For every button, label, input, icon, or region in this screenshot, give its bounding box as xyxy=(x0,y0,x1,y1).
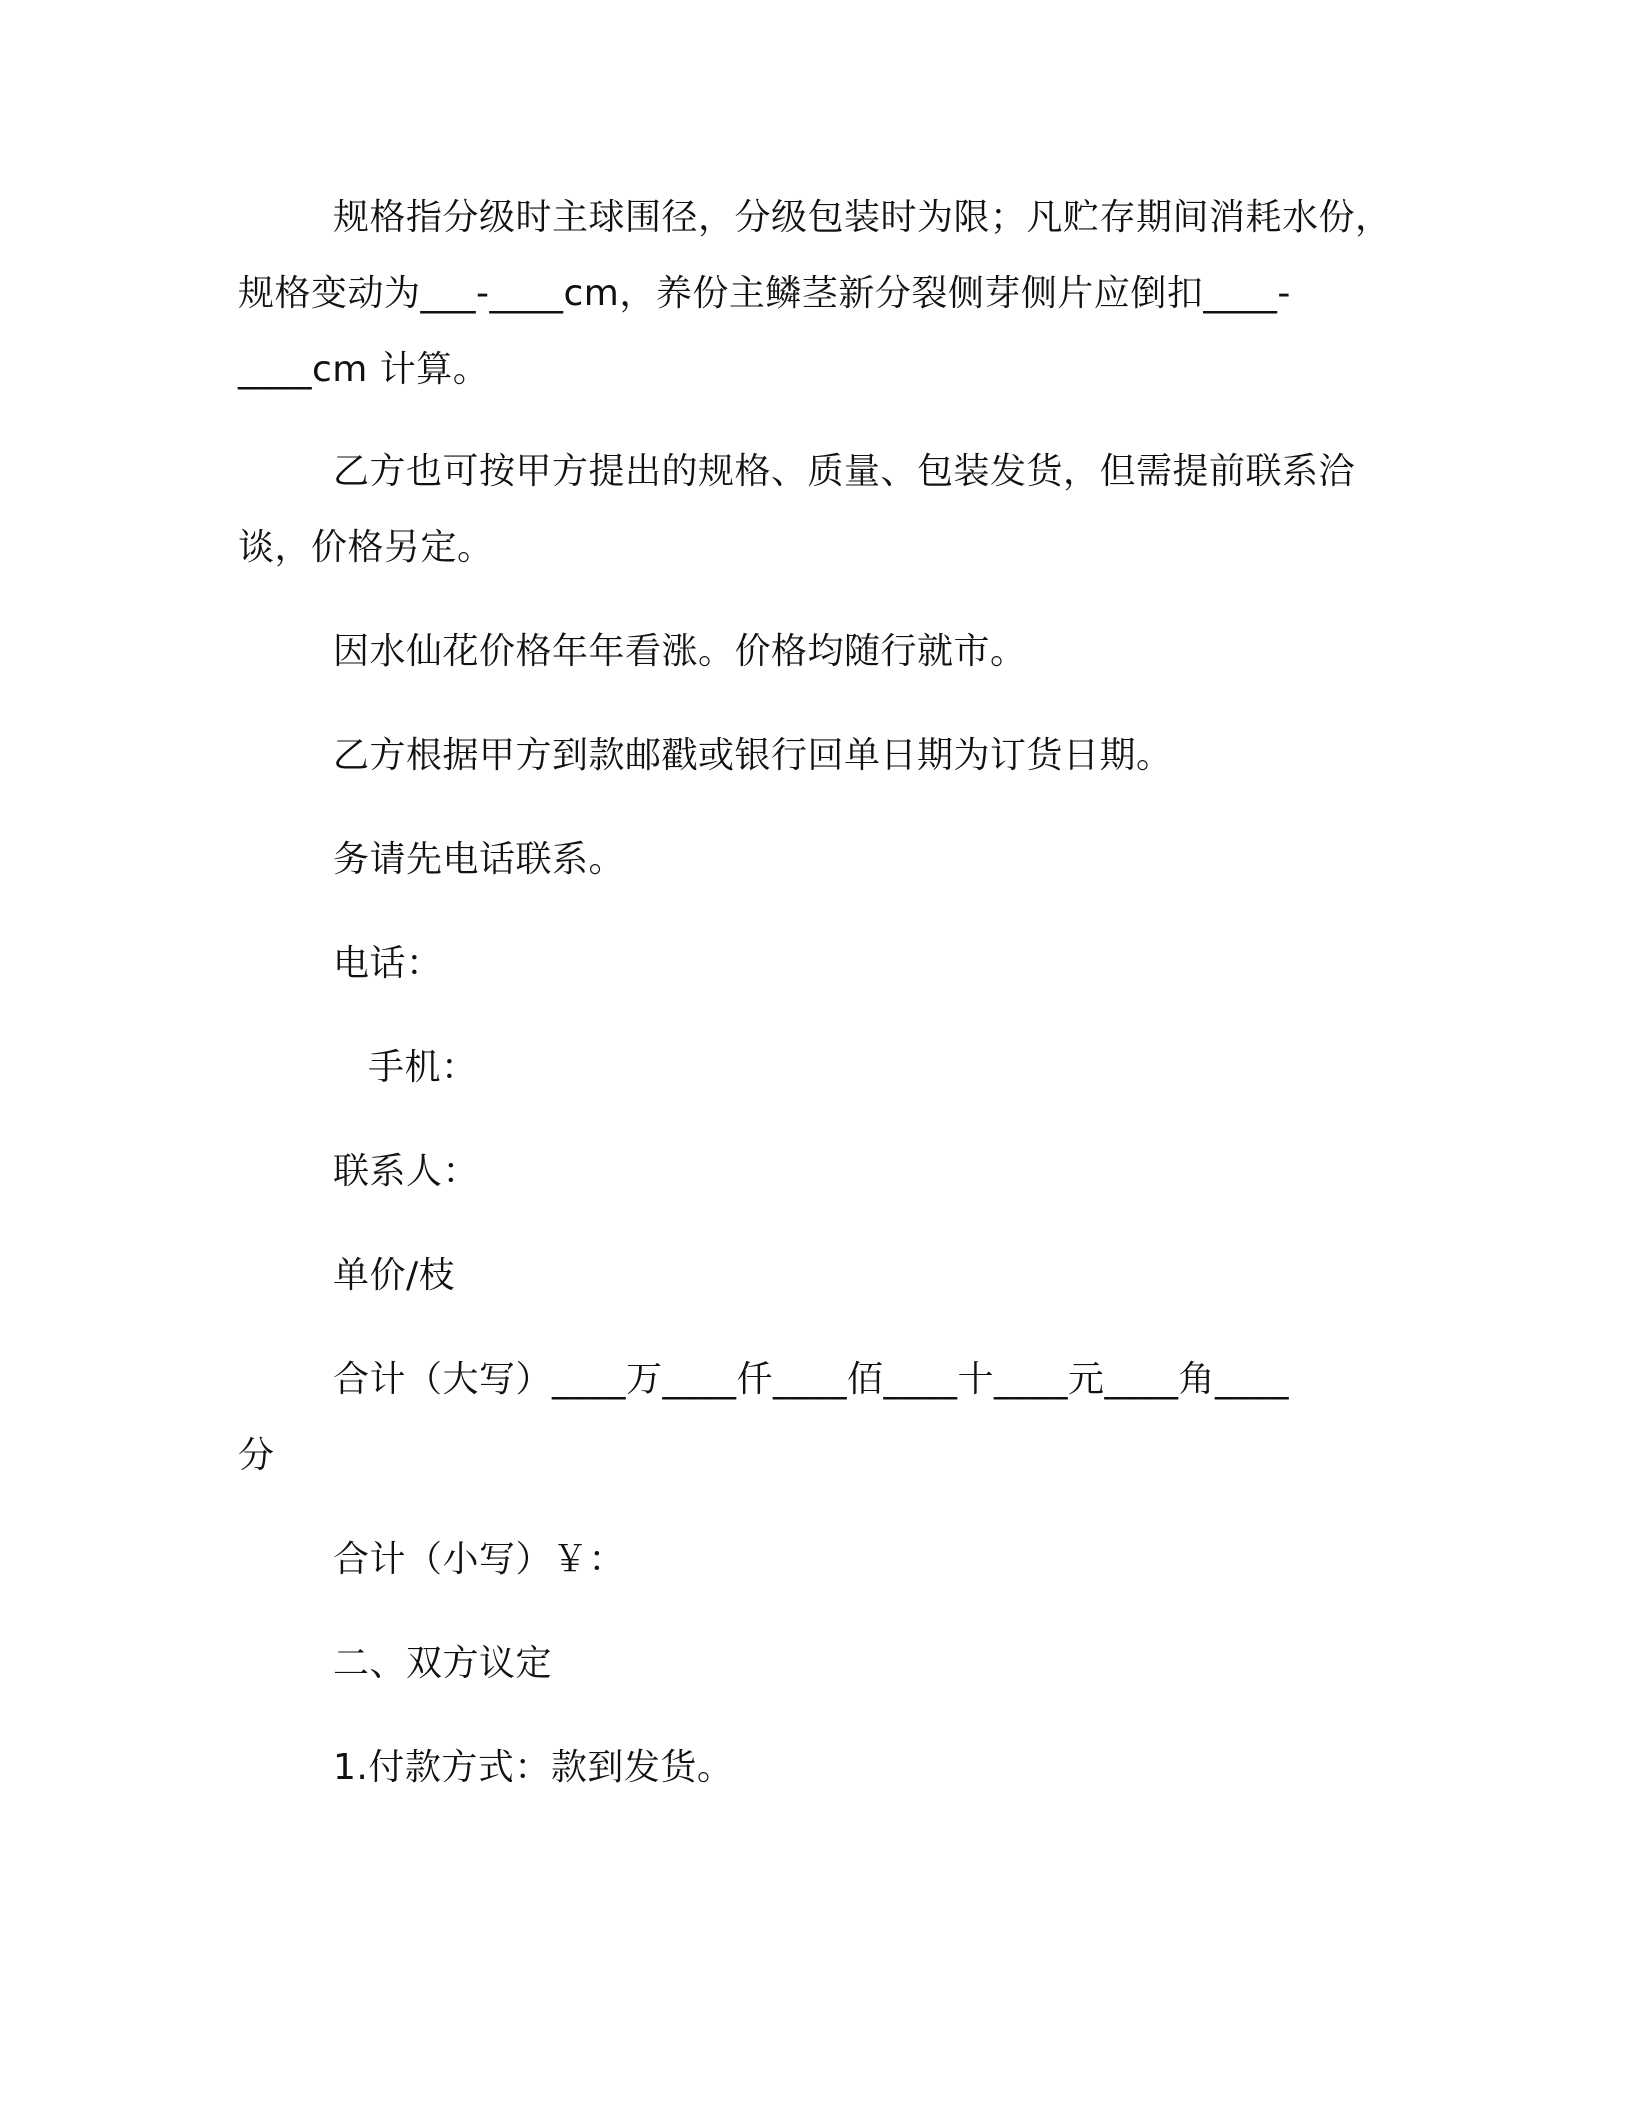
spec-paragraph-line-3: ____cm 计算。 xyxy=(238,349,490,390)
call-first-paragraph: 务请先电话联系。 xyxy=(333,839,626,880)
phone-label: 电话： xyxy=(333,943,443,984)
total-upper-line-1: 合计（大写）____万____仟____佰____十____元____角____ xyxy=(333,1359,1290,1400)
price-note-paragraph: 因水仙花价格年年看涨。价格均随行就市。 xyxy=(333,631,1027,672)
order-date-paragraph: 乙方根据甲方到款邮戳或银行回单日期为订货日期。 xyxy=(333,735,1173,776)
spec-paragraph-line-2: 规格变动为___-____cm，养份主鳞茎新分裂侧芽侧片应倒扣____- xyxy=(238,273,1291,314)
total-upper-line-2: 分 xyxy=(238,1435,275,1476)
section-two-heading: 二、双方议定 xyxy=(333,1643,553,1684)
mobile-label: 手机： xyxy=(368,1047,478,1088)
custom-order-paragraph-line-2: 谈，价格另定。 xyxy=(238,527,494,568)
custom-order-paragraph-line-1: 乙方也可按甲方提出的规格、质量、包装发货，但需提前联系洽 xyxy=(333,451,1356,492)
unit-price-label: 单价/枝 xyxy=(333,1255,456,1296)
spec-paragraph-line-1: 规格指分级时主球围径，分级包装时为限；凡贮存期间消耗水份， xyxy=(333,197,1392,238)
payment-terms-paragraph: 1.付款方式：款到发货。 xyxy=(333,1747,734,1788)
total-lower-label: 合计（小写）￥： xyxy=(333,1539,626,1580)
contact-label: 联系人： xyxy=(333,1151,480,1192)
